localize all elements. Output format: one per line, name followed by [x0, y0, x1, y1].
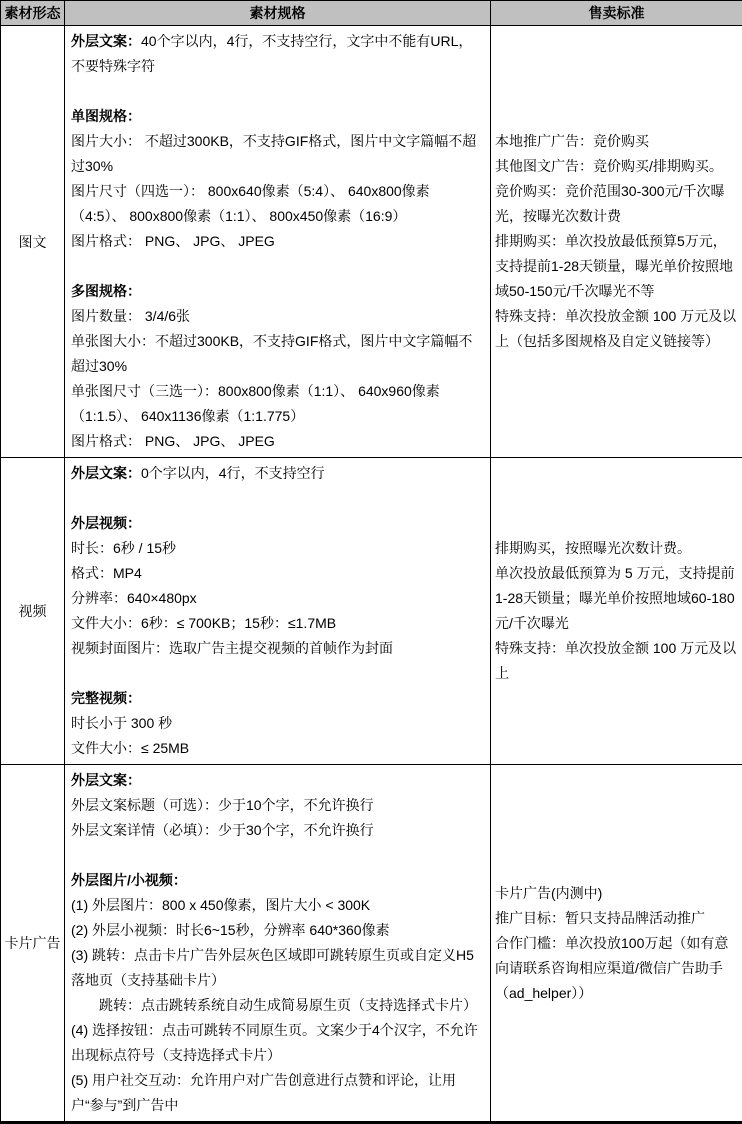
spec-section-label: 单图规格：	[71, 108, 141, 124]
spec-line	[71, 661, 484, 686]
spec-line	[71, 868, 484, 893]
spec-line: 时长小于 300 秒	[71, 711, 484, 736]
spec-line: (1) 外层图片：800 x 450像素，图片大小 < 300K	[71, 893, 484, 918]
spec-line: 文件大小：6秒：≤ 700KB；15秒：≤1.7MB	[71, 611, 484, 636]
spec-cell	[65, 765, 491, 1123]
spec-line: (2) 外层小视频：时长6~15秒，分辨率 640*360像素	[71, 918, 484, 943]
spec-line: 时长：6秒 / 15秒	[71, 536, 484, 561]
material-form-label: 卡片广告	[1, 765, 65, 1123]
sale-line: 本地推广广告：竞价购买	[495, 129, 739, 154]
spec-line: 图片格式： PNG、 JPG、 JPEG	[71, 229, 484, 254]
spec-section-label: 多图规格：	[71, 283, 141, 299]
spec-line: (3) 跳转：点击卡片广告外层灰色区域即可跳转原生页或自定义H5落地页（支持基础卡片）	[71, 943, 484, 993]
spec-line: 图片尺寸（四选一）： 800x640像素（5:4）、 640x800像素（4:5）、 800x800像素（1:1）、 800x450像素（16:9）	[71, 179, 484, 229]
material-form-label: 视频	[1, 458, 65, 765]
table-row	[1, 26, 742, 458]
header-row	[1, 1, 742, 26]
spec-line	[71, 686, 484, 711]
spec-line: 外层文案详情（必填）：少于30个字，不允许换行	[71, 818, 484, 843]
spec-line	[71, 279, 484, 304]
spec-line: (5) 用户社交互动：允许用户对广告创意进行点赞和评论，让用户“参与”到广告中	[71, 1068, 484, 1118]
sale-line: 卡片广告(内测中)	[495, 881, 739, 906]
spec-line	[71, 768, 484, 793]
spec-line	[71, 254, 484, 279]
sale-cell	[491, 765, 742, 1123]
sale-line: 竞价购买：竞价范围30-300元/千次曝光，按曝光次数计费	[495, 179, 739, 229]
header-material-form: 素材形态	[1, 1, 65, 26]
spec-line: 外层文案标题（可选）：少于10个字，不允许换行	[71, 793, 484, 818]
sale-cell	[491, 458, 742, 765]
spec-line	[71, 486, 484, 511]
spec-line	[71, 511, 484, 536]
sale-line: 排期购买：单次投放最低预算5万元，支持提前1-28天锁量，曝光单价按照地域50-150元/千次曝光不等	[495, 229, 739, 304]
spec-line: 外层文案：40个字以内，4行，不支持空行，文字中不能有URL，不要特殊字符	[71, 29, 484, 79]
spec-cell	[65, 458, 491, 765]
spec-line	[71, 843, 484, 868]
sale-cell	[491, 26, 742, 458]
sale-line: 特殊支持：单次投放金额 100 万元及以上	[495, 636, 739, 686]
spec-section-label: 外层文案：	[71, 465, 141, 481]
spec-line: 视频封面图片：选取广告主提交视频的首帧作为封面	[71, 636, 484, 661]
spec-line: 单张图尺寸（三选一）：800x800像素（1:1）、 640x960像素（1:1.5）、 640x1136像素（1:1.775）	[71, 379, 484, 429]
sale-line: 特殊支持：单次投放金额 100 万元及以上（包括多图规格及自定义链接等）	[495, 304, 739, 354]
spec-line: 分辨率：640×480px	[71, 586, 484, 611]
sale-line: 排期购买，按照曝光次数计费。	[495, 536, 739, 561]
spec-section-label: 外层图片/小视频：	[71, 872, 187, 888]
header-material-spec: 素材规格	[65, 1, 491, 26]
sale-line: 单次投放最低预算为 5 万元，支持提前1-28天锁量；曝光单价按照地域60-180元/千次曝光	[495, 561, 739, 636]
table-row	[1, 458, 742, 765]
spec-line: 图片数量： 3/4/6张	[71, 304, 484, 329]
table-body	[1, 26, 742, 1123]
spec-line: 外层文案：0个字以内，4行，不支持空行	[71, 461, 484, 486]
sale-line: 推广目标：暂只支持品牌活动推广	[495, 906, 739, 931]
spec-line	[71, 79, 484, 104]
spec-section-label: 外层视频：	[71, 515, 141, 531]
spec-line: 图片格式： PNG、 JPG、 JPEG	[71, 429, 484, 454]
spec-section-label: 外层文案：	[71, 772, 141, 788]
sale-line: 其他图文广告：竞价购买/排期购买。	[495, 154, 739, 179]
spec-line: 单张图大小：不超过300KB，不支持GIF格式，图片中文字篇幅不超过30%	[71, 329, 484, 379]
spec-section-label: 完整视频：	[71, 690, 141, 706]
spec-line: 图片大小： 不超过300KB，不支持GIF格式，图片中文字篇幅不超过30%	[71, 129, 484, 179]
spec-line: 跳转：点击跳转系统自动生成简易原生页（支持选择式卡片）	[71, 993, 484, 1018]
spec-section-label: 外层文案：	[71, 33, 141, 49]
spec-line: 格式：MP4	[71, 561, 484, 586]
table-row	[1, 765, 742, 1123]
spec-line	[71, 104, 484, 129]
table-header	[1, 1, 742, 26]
spec-line: (4) 选择按钮：点击可跳转不同原生页。文案少于4个汉字，不允许出现标点符号（支持选择式卡片）	[71, 1018, 484, 1068]
sale-line: 合作门槛：单次投放100万起（如有意向请联系咨询相应渠道/微信广告助手（ad_helper））	[495, 931, 739, 1006]
header-sale-standard: 售卖标准	[491, 1, 742, 26]
spec-line: 文件大小：≤ 25MB	[71, 736, 484, 761]
spec-cell	[65, 26, 491, 458]
material-form-label: 图文	[1, 26, 65, 458]
